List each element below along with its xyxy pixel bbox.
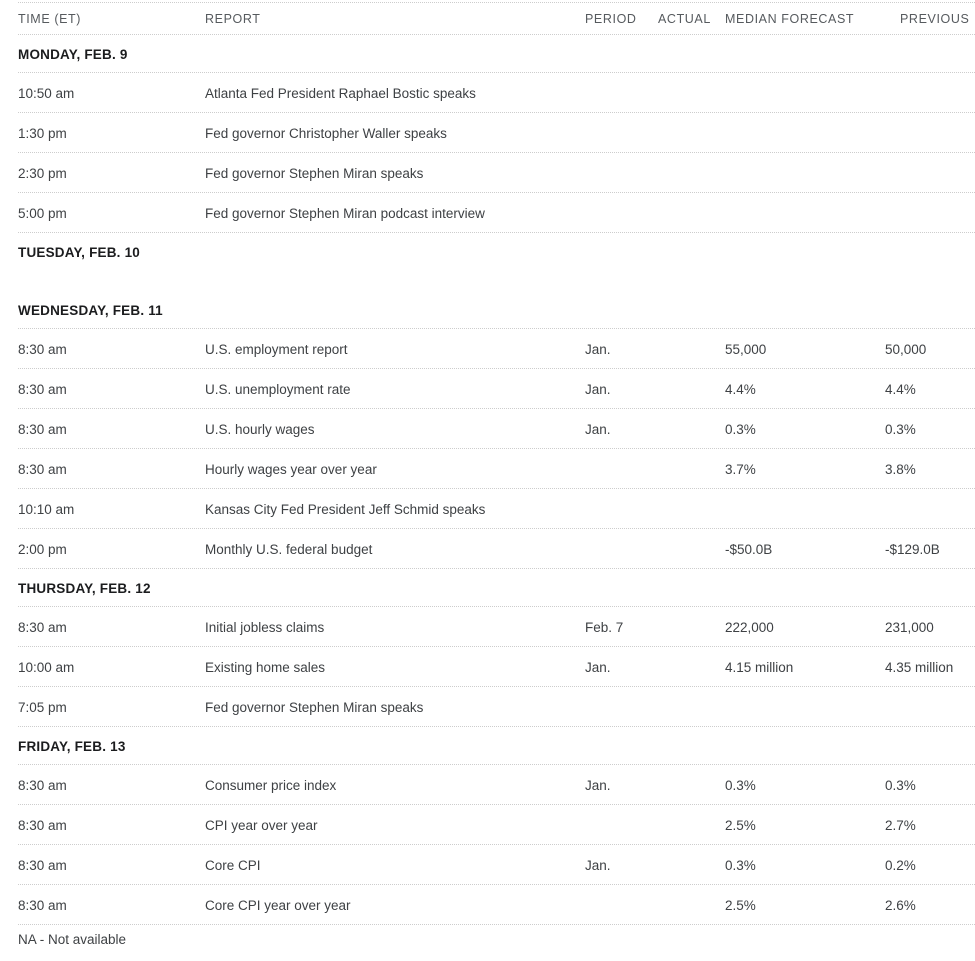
cell-report: Hourly wages year over year (205, 461, 377, 477)
cell-period: Feb. 7 (585, 619, 624, 635)
cell-previous: 4.4% (885, 381, 916, 397)
table-row (18, 153, 975, 193)
table-row (18, 409, 975, 449)
cell-forecast: 55,000 (725, 341, 767, 357)
footnote: NA - Not available (18, 932, 127, 947)
column-header-median-forecast: MEDIAN FORECAST (725, 11, 855, 26)
cell-previous: 231,000 (885, 619, 934, 635)
cell-previous: -$129.0B (885, 541, 940, 557)
cell-period: Jan. (585, 341, 611, 357)
cell-report: Monthly U.S. federal budget (205, 541, 373, 557)
column-header-previous: PREVIOUS (900, 11, 970, 26)
cell-report: Fed governor Christopher Waller speaks (205, 125, 447, 141)
cell-report: Atlanta Fed President Raphael Bostic speaks (205, 85, 476, 101)
cell-report: Fed governor Stephen Miran podcast interview (205, 205, 485, 221)
cell-previous: 4.35 million (885, 659, 954, 675)
day-header-row (18, 233, 975, 271)
cell-report: Core CPI (205, 857, 261, 873)
table-row (18, 113, 975, 153)
cell-period: Jan. (585, 659, 611, 675)
table-row (18, 647, 975, 687)
cell-time: 8:30 am (18, 857, 67, 873)
cell-time: 8:30 am (18, 817, 67, 833)
table-row (18, 369, 975, 409)
cell-time: 8:30 am (18, 341, 67, 357)
cell-previous: 0.3% (885, 777, 916, 793)
empty-day-gap (18, 271, 975, 291)
day-header-row (18, 291, 975, 329)
cell-time: 10:10 am (18, 501, 75, 517)
table-row (18, 805, 975, 845)
cell-forecast: 2.5% (725, 897, 756, 913)
cell-time: 5:00 pm (18, 205, 67, 221)
day-header-label: WEDNESDAY, FEB. 11 (18, 302, 163, 318)
cell-time: 8:30 am (18, 897, 67, 913)
cell-report: U.S. unemployment rate (205, 381, 351, 397)
table-row (18, 449, 975, 489)
table-row (18, 885, 975, 925)
cell-report: Core CPI year over year (205, 897, 351, 913)
cell-period: Jan. (585, 421, 611, 437)
cell-report: Fed governor Stephen Miran speaks (205, 165, 424, 181)
cell-report: Existing home sales (205, 659, 326, 675)
cell-report: Fed governor Stephen Miran speaks (205, 699, 424, 715)
cell-time: 8:30 am (18, 777, 67, 793)
cell-previous: 3.8% (885, 461, 916, 477)
cell-time: 8:30 am (18, 461, 67, 477)
cell-forecast: 0.3% (725, 777, 756, 793)
calendar-body (18, 35, 975, 925)
cell-period: Jan. (585, 777, 611, 793)
cell-report: Kansas City Fed President Jeff Schmid speaks (205, 501, 486, 517)
cell-time: 2:30 pm (18, 165, 67, 181)
day-header-row (18, 35, 975, 73)
cell-forecast: -$50.0B (725, 541, 773, 557)
cell-previous: 2.6% (885, 897, 916, 913)
table-row (18, 73, 975, 113)
cell-time: 8:30 am (18, 619, 67, 635)
column-header-row (18, 2, 975, 35)
cell-forecast: 0.3% (725, 857, 756, 873)
cell-report: U.S. hourly wages (205, 421, 315, 437)
cell-report: Initial jobless claims (205, 619, 325, 635)
cell-time: 10:50 am (18, 85, 75, 101)
cell-previous: 2.7% (885, 817, 916, 833)
cell-previous: 0.3% (885, 421, 916, 437)
table-row (18, 765, 975, 805)
day-header-row (18, 727, 975, 765)
day-header-row (18, 569, 975, 607)
cell-forecast: 2.5% (725, 817, 756, 833)
cell-forecast: 4.15 million (725, 659, 794, 675)
table-row (18, 193, 975, 233)
column-header-report: REPORT (205, 11, 261, 26)
column-header-actual: ACTUAL (658, 11, 711, 26)
cell-report: CPI year over year (205, 817, 318, 833)
day-header-label: MONDAY, FEB. 9 (18, 46, 128, 62)
cell-time: 2:00 pm (18, 541, 67, 557)
cell-time: 8:30 am (18, 381, 67, 397)
table-row (18, 687, 975, 727)
cell-report: Consumer price index (205, 777, 337, 793)
cell-previous: 0.2% (885, 857, 916, 873)
cell-time: 8:30 am (18, 421, 67, 437)
cell-period: Jan. (585, 381, 611, 397)
table-row (18, 489, 975, 529)
cell-period: Jan. (585, 857, 611, 873)
cell-forecast: 222,000 (725, 619, 774, 635)
table-row (18, 529, 975, 569)
column-header-time: TIME (ET) (18, 11, 82, 26)
cell-time: 1:30 pm (18, 125, 67, 141)
cell-time: 10:00 am (18, 659, 75, 675)
table-row (18, 607, 975, 647)
table-row (18, 329, 975, 369)
column-header-period: PERIOD (585, 11, 637, 26)
day-header-label: TUESDAY, FEB. 10 (18, 244, 140, 260)
cell-report: U.S. employment report (205, 341, 348, 357)
day-header-label: FRIDAY, FEB. 13 (18, 738, 126, 754)
cell-previous: 50,000 (885, 341, 927, 357)
day-header-label: THURSDAY, FEB. 12 (18, 580, 151, 596)
cell-forecast: 4.4% (725, 381, 756, 397)
cell-forecast: 0.3% (725, 421, 756, 437)
cell-time: 7:05 pm (18, 699, 67, 715)
table-row (18, 845, 975, 885)
cell-forecast: 3.7% (725, 461, 756, 477)
